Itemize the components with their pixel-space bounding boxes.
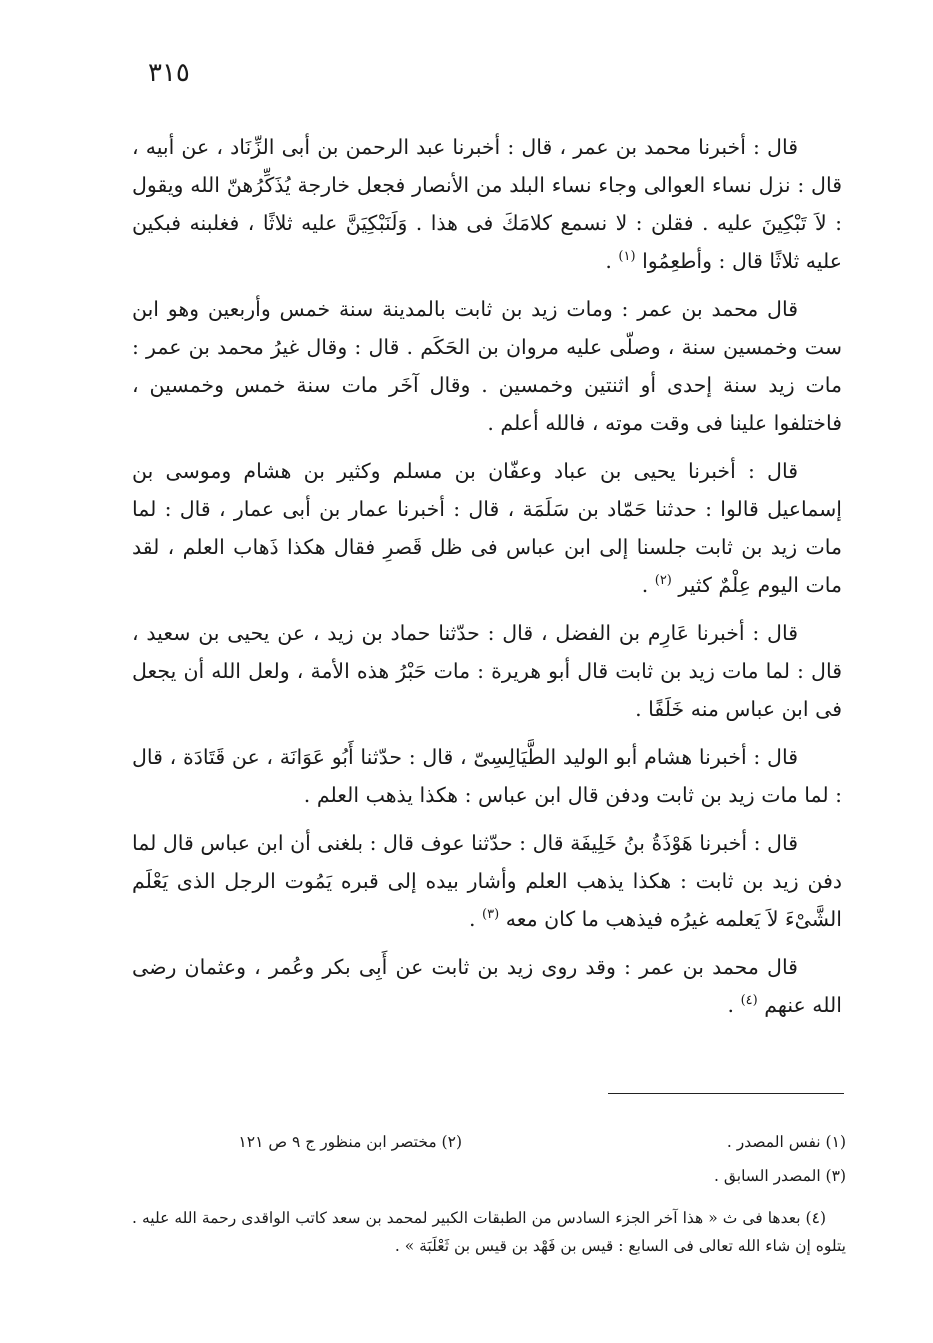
footnotes (132, 1128, 846, 1260)
paragraph (132, 738, 842, 814)
paragraph-end: . (469, 907, 483, 931)
paragraph-text: قال : أخبرنا عَارِم بن الفضل ، قال : حدّثنا حماد بن زيد ، عن يحيى بن سعيد ، قال : لما مات زيد بن ثابت قال أبو هريرة : مات حَبْرُ هذه الأمة ، ولعل الله أن يجعل فى ابن عباس منه خَلَفًا . (132, 621, 842, 721)
footnote-marker: (٢) (654, 573, 672, 589)
paragraph-text: قال : أخبرنا هشام أبو الوليد الطَّيَالِسِىّ ، قال : حدّثنا أَبُو عَوَانَة ، عن قَتَادَة ، قال : لما مات زيد بن ثابت ودفن قال ابن عباس : هكذا يذهب العلم . (132, 745, 842, 807)
footnote-4: (٤) بعدها فى ث « هذا آخر الجزء السادس من الطبقات الكبير لمحمد بن سعد كاتب الواقدى رحمة الله عليه . يتلوه إن شاء الله تعالى فى السابع : قيس بن فَهْد بن قيس بن ثَعْلَبَة » . (132, 1209, 846, 1255)
paragraph (132, 948, 842, 1024)
footnote-divider (608, 1093, 844, 1094)
paragraph-end: . (641, 573, 655, 597)
footnote-marker: (١) (618, 249, 636, 265)
footnote-3: (٣) المصدر السابق . (713, 1167, 846, 1185)
paragraph-text: قال محمد بن عمر : ومات زيد بن ثابت بالمدينة سنة خمس وأربعين وهو ابن ست وخمسين سنة ، وصلّى عليه مروان بن الحَكَم . قال : وقال غيرُ محمد بن عمر : مات زيد سنة إحدى أو اثنتين وخمسين . وقال آخَر مات سنة خمس وخمسين ، فاختلفوا علينا فى وقت موته ، فالله أعلم . (132, 297, 842, 435)
paragraph-text: قال : أخبرنا محمد بن عمر ، قال : أخبرنا عبد الرحمن بن أبى الزِّنَاد ، عن أبيه ، قال : نزل نساء العوالى وجاء نساء البلد من الأنصار فجعل خارجة يُذَكِّرُهنّ الله ويقول : لاَ تَبْكِينَ عليه . فقلن : لا نسمع كلامَكَ فى هذا . وَلَنَبْكِيَنَّ عليه ثلاثًا ، فغلبنه فبكين عليه ثلاثًا قال : وأطعِمُوا (132, 135, 842, 273)
paragraph (132, 824, 842, 938)
paragraph (132, 614, 842, 728)
paragraph (132, 128, 842, 280)
footnote-marker: (٤) (740, 993, 758, 1009)
paragraph (132, 290, 842, 442)
footnote-row (132, 1128, 846, 1196)
paragraph-end: . (727, 993, 741, 1017)
footnote-1: (١) نفس المصدر . (726, 1133, 846, 1151)
footnote-marker: (٣) (482, 907, 500, 923)
main-text (132, 128, 842, 1034)
paragraph-text: قال : أخبرنا يحيى بن عباد وعفّان بن مسلم وكثير بن هشام وموسى بن إسماعيل قالوا : حدثنا حَمّاد بن سَلَمَة ، قال : أخبرنا عمار بن أبى عمار ، قال : لما مات زيد بن ثابت جلسنا إلى ابن عباس فى ظل قَصرِ فقال هكذا ذَهاب العلم ، لقد مات اليوم عِلْمٌ كثير (132, 459, 842, 597)
paragraph-end: . (605, 249, 619, 273)
paragraph-text: قال محمد بن عمر : وقد روى زيد بن ثابت عن أَبِى بكر وعُمر ، وعثمان رضى الله عنهم (132, 955, 842, 1017)
page-number: ٣١٥ (148, 58, 190, 88)
paragraph-text: قال : أخبرنا هَوْذَةُ بنُ خَلِيفَة قال : حدّثنا عوف قال : بلغنى أن ابن عباس قال لما دفن زيد بن ثابت : هكذا يذهب العلم وأشار بيده إلى قبره يَمُوت الرجل الذى يَعْلَم الشَّىْءَ لاَ يَعلمه غيرُه فيذهب ما كان معه (132, 831, 842, 931)
paragraph (132, 452, 842, 604)
footnote-2: (٢) مختصر ابن منظور ج ٩ ص ١٢١ (238, 1133, 462, 1151)
footnote-column (516, 1128, 846, 1196)
footnote-column (132, 1128, 462, 1196)
